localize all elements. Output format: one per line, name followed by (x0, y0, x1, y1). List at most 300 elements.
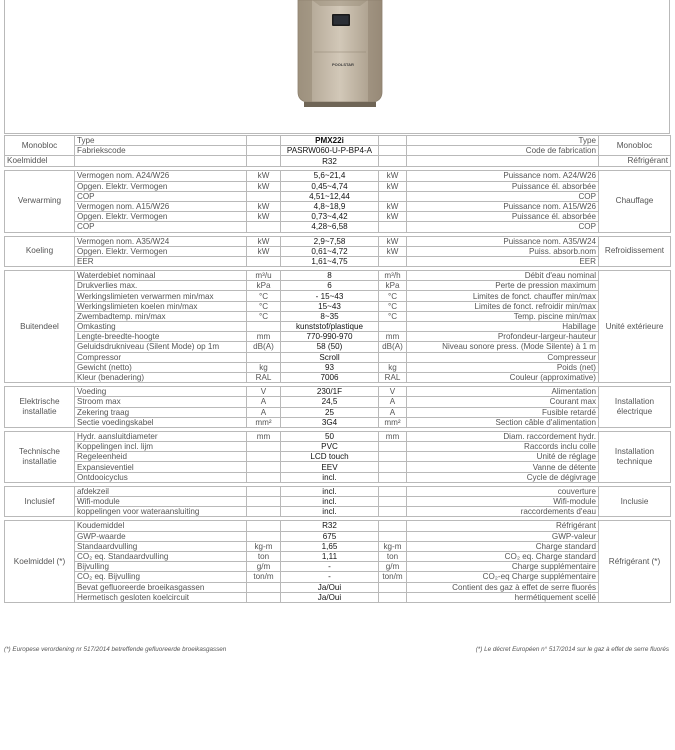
spec-value (281, 222, 379, 232)
group-label-fr: Refroidissement (599, 236, 671, 267)
spec-value (281, 362, 379, 372)
spec-value-text: 1,65 (321, 541, 338, 551)
spec-unit (247, 592, 281, 602)
spec-unit-fr (379, 521, 407, 531)
spec-label-fr: Niveau sonore press. (Mode Silente) à 1 m (407, 342, 599, 352)
spec-value-text: incl. (322, 472, 337, 482)
spec-unit-fr: °C (379, 311, 407, 321)
spec-row (5, 246, 671, 256)
spec-unit (247, 256, 281, 266)
spec-unit-fr: °C (379, 301, 407, 311)
spec-unit-fr: RAL (379, 372, 407, 382)
group-label-nl: Elektrische installatie (5, 387, 75, 428)
spec-unit-fr: kW (379, 246, 407, 256)
spec-label-nl: Drukverlies max. (75, 281, 247, 291)
spec-unit-fr (379, 507, 407, 517)
spec-value (281, 521, 379, 531)
spec-value-text: 230/1F (316, 387, 343, 397)
spec-row (5, 582, 671, 592)
spec-unit-fr (379, 191, 407, 201)
spec-unit (247, 136, 281, 146)
spec-label-fr: Code de fabrication (407, 146, 599, 156)
spec-label-nl: Lengte-breedte-hoogte (75, 332, 247, 342)
spec-row (5, 592, 671, 602)
spec-row (5, 222, 671, 232)
spec-value (281, 592, 379, 602)
spec-row (5, 551, 671, 561)
spec-row (5, 431, 671, 441)
spec-label-fr: Unité de réglage (407, 452, 599, 462)
group-label-nl: Koeling (5, 236, 75, 267)
spec-value (281, 181, 379, 191)
spec-row (5, 191, 671, 201)
spec-row (5, 332, 671, 342)
spec-label-fr: Vanne de détente (407, 462, 599, 472)
spec-label-nl: Opgen. Elektr. Vermogen (75, 212, 247, 222)
spec-value-text: - (328, 572, 331, 582)
spec-value-text: 93 (324, 362, 334, 372)
spec-unit-fr (379, 256, 407, 266)
spec-unit (247, 156, 281, 167)
spec-unit: kW (247, 246, 281, 256)
spec-row (5, 281, 671, 291)
spec-row (5, 462, 671, 472)
spec-row (5, 311, 671, 321)
group-label-nl: Koelmiddel (*) (5, 521, 75, 603)
spec-unit (247, 222, 281, 232)
spec-label-nl: CO₂ eq. Standaardvulling (75, 551, 247, 561)
spec-row (5, 342, 671, 352)
spec-row (5, 256, 671, 266)
spec-value-text: PMX22i (315, 136, 344, 146)
spec-label-nl: COP (75, 191, 247, 201)
spec-value-text: 8 (327, 271, 332, 281)
spec-unit: V (247, 387, 281, 397)
spec-value (281, 442, 379, 452)
spec-label-nl: Opgen. Elektr. Vermogen (75, 246, 247, 256)
spec-unit (247, 442, 281, 452)
spec-unit-fr: kPa (379, 281, 407, 291)
spec-value (281, 407, 379, 417)
spec-unit: dB(A) (247, 342, 281, 352)
spec-row (5, 136, 671, 146)
spec-label-fr: Puissance nom. A35/W24 (407, 236, 599, 246)
spec-value-text: 0,45~4,74 (311, 181, 348, 191)
spec-row (5, 352, 671, 362)
spec-label-fr (407, 156, 599, 167)
spec-label-fr: Raccords inclu colle (407, 442, 599, 452)
spec-unit-fr: ton/m (379, 572, 407, 582)
spec-label-fr: Charge standard (407, 541, 599, 551)
footnote-fr: (*) Le décret Européen n° 517/2014 sur le gaz à effet de serre fluorés (475, 646, 669, 653)
spec-label-fr: CO₂ eq. Charge standard (407, 551, 599, 561)
spec-row (5, 562, 671, 572)
spec-label-nl: Bevat gefluoreerde broeikasgassen (75, 582, 247, 592)
spec-row (5, 362, 671, 372)
spec-value-text: incl. (322, 497, 337, 507)
spec-row (5, 156, 671, 167)
spec-unit (247, 322, 281, 332)
spec-label-fr: raccordements d'eau (407, 507, 599, 517)
spec-label-fr: Couleur (approximative) (407, 372, 599, 382)
spec-unit (247, 191, 281, 201)
spec-unit-fr: kW (379, 171, 407, 181)
spec-label-fr: CO₂-eq Charge supplémentaire (407, 572, 599, 582)
spec-unit (247, 531, 281, 541)
spec-label-fr: Compresseur (407, 352, 599, 362)
spec-value-text: 15~43 (318, 301, 341, 311)
spec-unit: ton (247, 551, 281, 561)
spec-value-text: 50 (324, 431, 334, 441)
spec-unit: A (247, 397, 281, 407)
group-label-nl: Inclusief (5, 486, 75, 517)
spec-value-text: incl. (322, 507, 337, 517)
spec-label-fr: couverture (407, 486, 599, 496)
spec-label-nl: Voeding (75, 387, 247, 397)
spec-unit-fr (379, 486, 407, 496)
spec-label-nl: Zwembadtemp. min/max (75, 311, 247, 321)
spec-unit-fr: kg-m (379, 541, 407, 551)
spec-value (281, 452, 379, 462)
spec-value (281, 136, 379, 146)
spec-label-nl: Kleur (benadering) (75, 372, 247, 382)
spec-value (281, 572, 379, 582)
spec-unit-fr: A (379, 407, 407, 417)
spec-unit-fr: kW (379, 212, 407, 222)
spec-unit-fr (379, 442, 407, 452)
spec-label-fr: GWP-valeur (407, 531, 599, 541)
spec-unit-fr (379, 222, 407, 232)
spec-value-text: EEV (321, 462, 338, 472)
spec-value-text: 58 (50) (316, 342, 343, 352)
spec-row (5, 212, 671, 222)
spec-value-text: incl. (322, 486, 337, 496)
group-label-nl: Buitendeel (5, 271, 75, 383)
spec-unit: °C (247, 311, 281, 321)
spec-unit-fr: mm (379, 431, 407, 441)
spec-unit (247, 472, 281, 482)
spec-label-fr: Temp. piscine min/max (407, 311, 599, 321)
spec-unit-fr: kW (379, 201, 407, 211)
spec-unit-fr (379, 531, 407, 541)
spec-unit: A (247, 407, 281, 417)
spec-unit-fr: kW (379, 236, 407, 246)
spec-unit-fr (379, 352, 407, 362)
spec-value (281, 507, 379, 517)
spec-value-text: - (328, 562, 331, 572)
spec-label-nl: Opgen. Elektr. Vermogen (75, 181, 247, 191)
group-label-nl: Verwarming (5, 171, 75, 232)
spec-value (281, 256, 379, 266)
spec-unit: kW (247, 181, 281, 191)
spec-label-nl: Wifi-module (75, 497, 247, 507)
spec-value-text: 25 (324, 407, 334, 417)
group-label-fr: Installation électrique (599, 387, 671, 428)
spec-table (4, 135, 671, 603)
spec-row (5, 146, 671, 156)
spec-value (281, 281, 379, 291)
spec-label-fr: EER (407, 256, 599, 266)
spec-label-fr: COP (407, 191, 599, 201)
spec-value (281, 191, 379, 201)
spec-label-nl: CO₂ eq. Bijvulling (75, 572, 247, 582)
spec-label-nl: Ontdooicyclus (75, 472, 247, 482)
spec-value-text: kunststof/plastique (295, 322, 364, 332)
spec-unit: g/m (247, 562, 281, 572)
spec-unit-fr (379, 136, 407, 146)
spec-unit (247, 462, 281, 472)
spec-unit-fr: mm (379, 332, 407, 342)
spec-unit: mm (247, 431, 281, 441)
spec-label-nl: Type (75, 136, 247, 146)
spec-row (5, 507, 671, 517)
spec-unit-fr (379, 582, 407, 592)
spec-label-fr: Perte de pression maximum (407, 281, 599, 291)
spec-value (281, 212, 379, 222)
spec-value-text: 0,61~4,72 (311, 246, 348, 256)
spec-value (281, 156, 379, 167)
spec-label-nl: Gewicht (netto) (75, 362, 247, 372)
spec-label-fr: Cycle de dégivrage (407, 472, 599, 482)
footnote-nl: (*) Europese verordening nr 517/2014 betreffende gefluoreerde broeikasgassen (4, 646, 227, 653)
spec-value (281, 541, 379, 551)
spec-label-nl: Vermogen nom. A15/W26 (75, 201, 247, 211)
spec-label-fr: Débit d'eau nominal (407, 271, 599, 281)
spec-unit (247, 521, 281, 531)
spec-value-text: 2,9~7,58 (313, 236, 346, 246)
spec-label-nl: Geluidsdrukniveau (Silent Mode) op 1m (75, 342, 247, 352)
spec-label-nl: Werkingslimieten verwarmen min/max (75, 291, 247, 301)
spec-value-text: 5,6~21,4 (313, 171, 346, 181)
spec-value-text: 6 (327, 281, 332, 291)
spec-label-fr: Charge supplémentaire (407, 562, 599, 572)
spec-unit: ton/m (247, 572, 281, 582)
spec-unit: °C (247, 291, 281, 301)
spec-row (5, 372, 671, 382)
spec-label-nl: Vermogen nom. A35/W24 (75, 236, 247, 246)
spec-label-nl: Sectie voedingskabel (75, 417, 247, 427)
spec-label-nl: Werkingslimieten koelen min/max (75, 301, 247, 311)
group-label-fr: Réfrigérant (599, 156, 671, 167)
spec-unit-fr (379, 322, 407, 332)
spec-value (281, 531, 379, 541)
spec-unit: kW (247, 212, 281, 222)
spec-label-fr: Habillage (407, 322, 599, 332)
spec-unit: kPa (247, 281, 281, 291)
spec-row (5, 387, 671, 397)
spec-label-fr: Limites de fonct. refroidir min/max (407, 301, 599, 311)
product-photo-area (4, 0, 670, 134)
spec-value (281, 236, 379, 246)
spec-label-nl: Koppelingen incl. lijm (75, 442, 247, 452)
spec-label-nl: Stroom max (75, 397, 247, 407)
spec-label-nl: Expansieventiel (75, 462, 247, 472)
spec-value (281, 311, 379, 321)
group-label-nl: Koelmiddel (5, 156, 75, 167)
spec-value-text: Scroll (319, 352, 340, 362)
spec-unit-fr (379, 452, 407, 462)
spec-unit (247, 146, 281, 156)
spec-row (5, 497, 671, 507)
spec-value-text: 4,28~6,58 (311, 222, 348, 232)
spec-row (5, 181, 671, 191)
spec-label-fr: COP (407, 222, 599, 232)
spec-label-fr: Courant max (407, 397, 599, 407)
group-label-nl: Monobloc (5, 136, 75, 156)
spec-label-nl: Fabriekscode (75, 146, 247, 156)
spec-unit: kW (247, 201, 281, 211)
spec-unit (247, 507, 281, 517)
spec-value (281, 171, 379, 181)
spec-value-text: Ja/Oui (317, 582, 342, 592)
spec-row (5, 541, 671, 551)
spec-unit-fr (379, 592, 407, 602)
spec-label-nl: koppelingen voor wateraansluiting (75, 507, 247, 517)
spec-row (5, 201, 671, 211)
spec-label-fr: Diam. raccordement hydr. (407, 431, 599, 441)
spec-label-nl: Koudemiddel (75, 521, 247, 531)
spec-value (281, 551, 379, 561)
spec-row (5, 472, 671, 482)
spec-label-nl: Vermogen nom. A24/W26 (75, 171, 247, 181)
spec-value (281, 582, 379, 592)
spec-unit-fr: dB(A) (379, 342, 407, 352)
spec-value-text: 8~35 (320, 311, 339, 321)
group-label-fr: Chauffage (599, 171, 671, 232)
spec-unit (247, 486, 281, 496)
spec-row (5, 486, 671, 496)
spec-label-nl: EER (75, 256, 247, 266)
spec-unit (247, 582, 281, 592)
spec-value (281, 342, 379, 352)
spec-row (5, 572, 671, 582)
spec-label-fr: Puissance él. absorbée (407, 181, 599, 191)
spec-unit-fr: ton (379, 551, 407, 561)
spec-unit-fr (379, 497, 407, 507)
spec-unit-fr: A (379, 397, 407, 407)
spec-value (281, 497, 379, 507)
spec-value (281, 352, 379, 362)
spec-unit-fr: °C (379, 291, 407, 301)
spec-label-fr: Réfrigérant (407, 521, 599, 531)
spec-label-fr: Puissance nom. A15/W26 (407, 201, 599, 211)
spec-value (281, 322, 379, 332)
spec-unit: m³/u (247, 271, 281, 281)
spec-unit (247, 352, 281, 362)
spec-value (281, 246, 379, 256)
spec-row (5, 291, 671, 301)
spec-label-fr: hermétiquement scellé (407, 592, 599, 602)
spec-unit: mm² (247, 417, 281, 427)
group-label-fr: Inclusie (599, 486, 671, 517)
spec-unit: °C (247, 301, 281, 311)
spec-unit-fr: V (379, 387, 407, 397)
group-label-fr: Réfrigérant (*) (599, 521, 671, 603)
brand-logo: POOLSTAR (332, 62, 354, 67)
spec-value-text: LCD touch (310, 452, 349, 462)
spec-unit-fr (379, 472, 407, 482)
spec-unit: RAL (247, 372, 281, 382)
spec-value (281, 372, 379, 382)
spec-value (281, 301, 379, 311)
spec-unit-fr (379, 462, 407, 472)
spec-unit-fr: mm² (379, 417, 407, 427)
spec-unit: kW (247, 171, 281, 181)
spec-value-text: 4,8~18,9 (313, 202, 346, 212)
spec-label-nl: Hermetisch gesloten koelcircuit (75, 592, 247, 602)
group-label-fr: Installation technique (599, 431, 671, 482)
spec-unit-fr (379, 156, 407, 167)
spec-value-text: 3G4 (321, 417, 338, 427)
group-label-fr: Unité extérieure (599, 271, 671, 383)
spec-value-text: 24,5 (321, 397, 338, 407)
spec-label-nl: Omkasting (75, 322, 247, 332)
spec-label-nl: Hydr. aansluitdiameter (75, 431, 247, 441)
spec-label-nl: Bijvulling (75, 562, 247, 572)
spec-value-text: 1,11 (321, 552, 338, 562)
spec-value (281, 201, 379, 211)
spec-value (281, 417, 379, 427)
group-label-fr: Monobloc (599, 136, 671, 156)
spec-label-fr: Puissance nom. A24/W26 (407, 171, 599, 181)
spec-value (281, 291, 379, 301)
spec-value-text: 675 (322, 531, 337, 541)
spec-unit-fr: kg (379, 362, 407, 372)
spec-label-nl: Regeleenheid (75, 452, 247, 462)
spec-unit-fr: m³/h (379, 271, 407, 281)
spec-value-text: PASRW060-U-P-BP4-A (286, 146, 373, 156)
spec-value-text: 4,51~12,44 (309, 191, 350, 201)
spec-value-text: 0,73~4,42 (311, 212, 348, 222)
spec-value-text: 1,61~4,75 (311, 256, 348, 266)
spec-label-fr: Section câble d'alimentation (407, 417, 599, 427)
spec-value-text: R32 (322, 156, 337, 166)
spec-row (5, 442, 671, 452)
spec-label-nl: GWP-waarde (75, 531, 247, 541)
spec-value (281, 462, 379, 472)
spec-label-fr: Profondeur-largeur-hauteur (407, 332, 599, 342)
spec-row (5, 521, 671, 531)
spec-unit: kg-m (247, 541, 281, 551)
spec-value-text: PVC (321, 442, 338, 452)
spec-label-fr: Alimentation (407, 387, 599, 397)
spec-label-fr: Puissance él. absorbée (407, 212, 599, 222)
group-label-nl: Technische installatie (5, 431, 75, 482)
spec-value (281, 146, 379, 156)
spec-row (5, 171, 671, 181)
spec-row (5, 417, 671, 427)
spec-label-nl (75, 156, 247, 167)
spec-row (5, 301, 671, 311)
spec-label-fr: Wifi-module (407, 497, 599, 507)
spec-label-fr: Poids (net) (407, 362, 599, 372)
spec-row (5, 236, 671, 246)
spec-value (281, 486, 379, 496)
spec-unit: kW (247, 236, 281, 246)
spec-value (281, 397, 379, 407)
spec-label-nl: Standaardvulling (75, 541, 247, 551)
spec-unit: mm (247, 332, 281, 342)
spec-label-fr: Limites de fonct. chauffer min/max (407, 291, 599, 301)
spec-label-nl: COP (75, 222, 247, 232)
spec-value (281, 431, 379, 441)
spec-row (5, 407, 671, 417)
spec-value-text: - 15~43 (315, 291, 344, 301)
spec-row (5, 271, 671, 281)
spec-label-fr: Contient des gaz à effet de serre fluorés (407, 582, 599, 592)
spec-value-text: R32 (322, 521, 337, 531)
spec-value (281, 472, 379, 482)
